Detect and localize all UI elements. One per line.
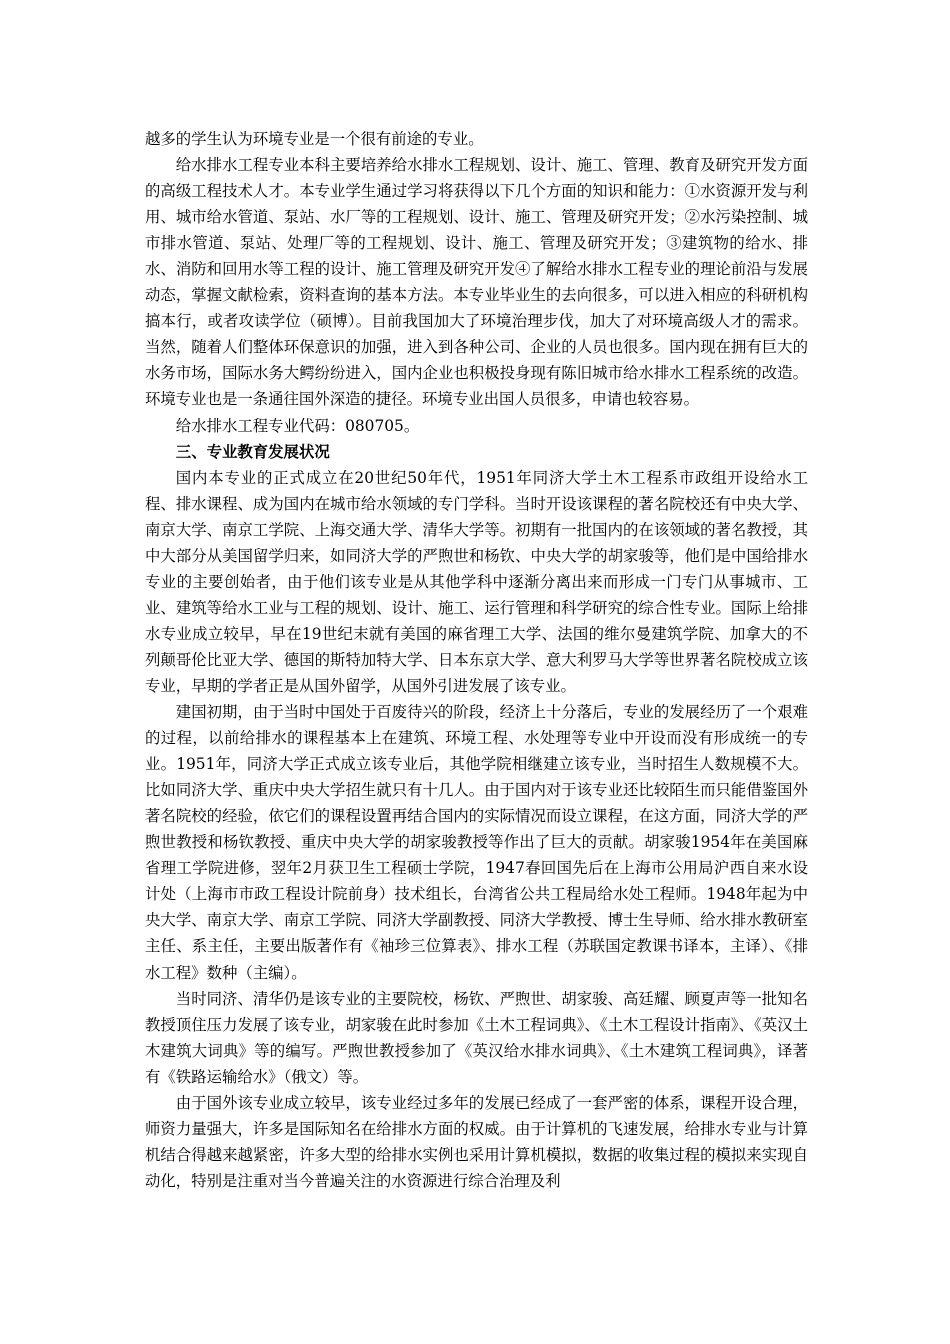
paragraph-history: 国内本专业的正式成立在20世纪50年代，1951年同济大学土木工程系市政组开设给水工程、排水课程、成为国内在城市给水领域的专门学科。当时开设该课程的著名院校还有中央大学、南京大学、南京工学院、上海交通大学、清华大学等。初期有一批国内的在该领域的著名教授，其中大部分从美国留学归来，如同济大学的严煦世和杨钦、中央大学的胡家骏等，他们是中国给排水专业的主要创始者，由于他们该专业是从其他学科中逐渐分离出来而形成一门专门从事城市、工业、建筑等给水工业与工程的规划、设计、施工、运行管理和科学研究的综合性专业。国际上给排水专业成立较早，早在19世纪末就有美国的麻省理工大学、法国的维尔曼建筑学院、加拿大的不列颠哥伦比亚大学、德国的斯特加特大学、日本东京大学、意大利罗马大学等世界著名院校成立该专业，早期的学者正是从国外留学，从国外引进发展了该专业。 xyxy=(145,468,808,695)
paragraph-major-code: 给水排水工程专业代码：080705。 xyxy=(175,416,420,435)
paragraph-founding: 建国初期，由于当时中国处于百废待兴的阶段，经济上十分落后，专业的发展经历了一个艰难的过程，以前给排水的课程基本上在建筑、环境工程、水处理等专业中开设而没有形成统一的专业。1951年，同济大学正式成立该专业后，其他学院相继建立该专业，当时招生人数规模不大。比如同济大学、重庆中央大学招生就只有十几人。由于国内对于该专业还比较陌生而只能借鉴国外著名院校的经验，依它们的课程设置再结合国内的实际情况而设立课程，在这方面，同济大学的严煦世教授和杨钦教授、重庆中央大学的胡家骏教授等作出了巨大的贡献。胡家骏1954年在美国麻省理工学院进修，翌年2月获卫生工程硕士学院，1947春回国先后在上海市公用局沪西自来水设计处（上海市市政工程设计院前身）技术组长，台湾省公共工程局给水处工程师。1948年起为中央大学、南京大学、南京工学院、同济大学副教授、同济大学教授、博士生导师、给水排水教研室主任、系主任，主要出版著作有《袖珍三位算表》、排水工程（苏联国定教课书译本，主译）、《排水工程》数种（主编）。 xyxy=(145,703,808,982)
document-page xyxy=(145,126,808,1194)
paragraph-current-status: 由于国外该专业成立较早，该专业经过多年的发展已经成了一套严密的体系，课程开设合理，师资力量强大，许多是国际知名在给排水方面的权威。由于计算机的飞速发展，给排水专业与计算机结合得越来越紧密，许多大型的给排水实例也采用计算机模拟，数据的收集过程的模拟来实现自动化，特别是注重对当今普遍关注的水资源进行综合治理及利 xyxy=(145,1093,808,1190)
paragraph-professors: 当时同济、清华仍是该专业的主要院校，杨钦、严煦世、胡家骏、高廷耀、顾夏声等一批知名教授顶住压力发展了该专业，胡家骏在此时参加《土木工程词典》、《土木工程设计指南》、《英汉土木建筑大词典》等的编写。严煦世教授参加了《英汉给水排水词典》、《土木建筑工程词典》，译著有《铁路运输给水》（俄文）等。 xyxy=(145,989,808,1086)
section-heading: 三、专业教育发展状况 xyxy=(175,442,330,461)
paragraph-intro-tail: 越多的学生认为环境专业是一个很有前途的专业。 xyxy=(145,130,484,148)
paragraph-training-goals: 给水排水工程专业本科主要培养给水排水工程规划、设计、施工、管理、教育及研究开发方面的高级工程技术人才。本专业学生通过学习将获得以下几个方面的知识和能力：①水资源开发与利用、城市给水管道、泵站、水厂等的工程规划、设计、施工、管理及研究开发；②水污染控制、城市排水管道、泵站、处理厂等的工程规划、设计、施工、管理及研究开发；③建筑物的给水、排水、消防和回用水等工程的设计、施工管理及研究开发④了解给水排水工程专业的理论前沿与发展动态，掌握文献检索，资料查询的基本方法。本专业毕业生的去向很多，可以进入相应的科研机构搞本行，或者攻读学位（硕博）。目前我国加大了环境治理步伐，加大了对环境高级人才的需求。当然，随着人们整体环保意识的加强，进入到各种公司、企业的人员也很多。国内现在拥有巨大的水务市场，国际水务大鳄纷纷进入，国内企业也积极投身现有陈旧城市给水排水工程系统的改造。环境专业也是一条通往国外深造的捷径。环境专业出国人员很多，申请也较容易。 xyxy=(145,156,808,409)
